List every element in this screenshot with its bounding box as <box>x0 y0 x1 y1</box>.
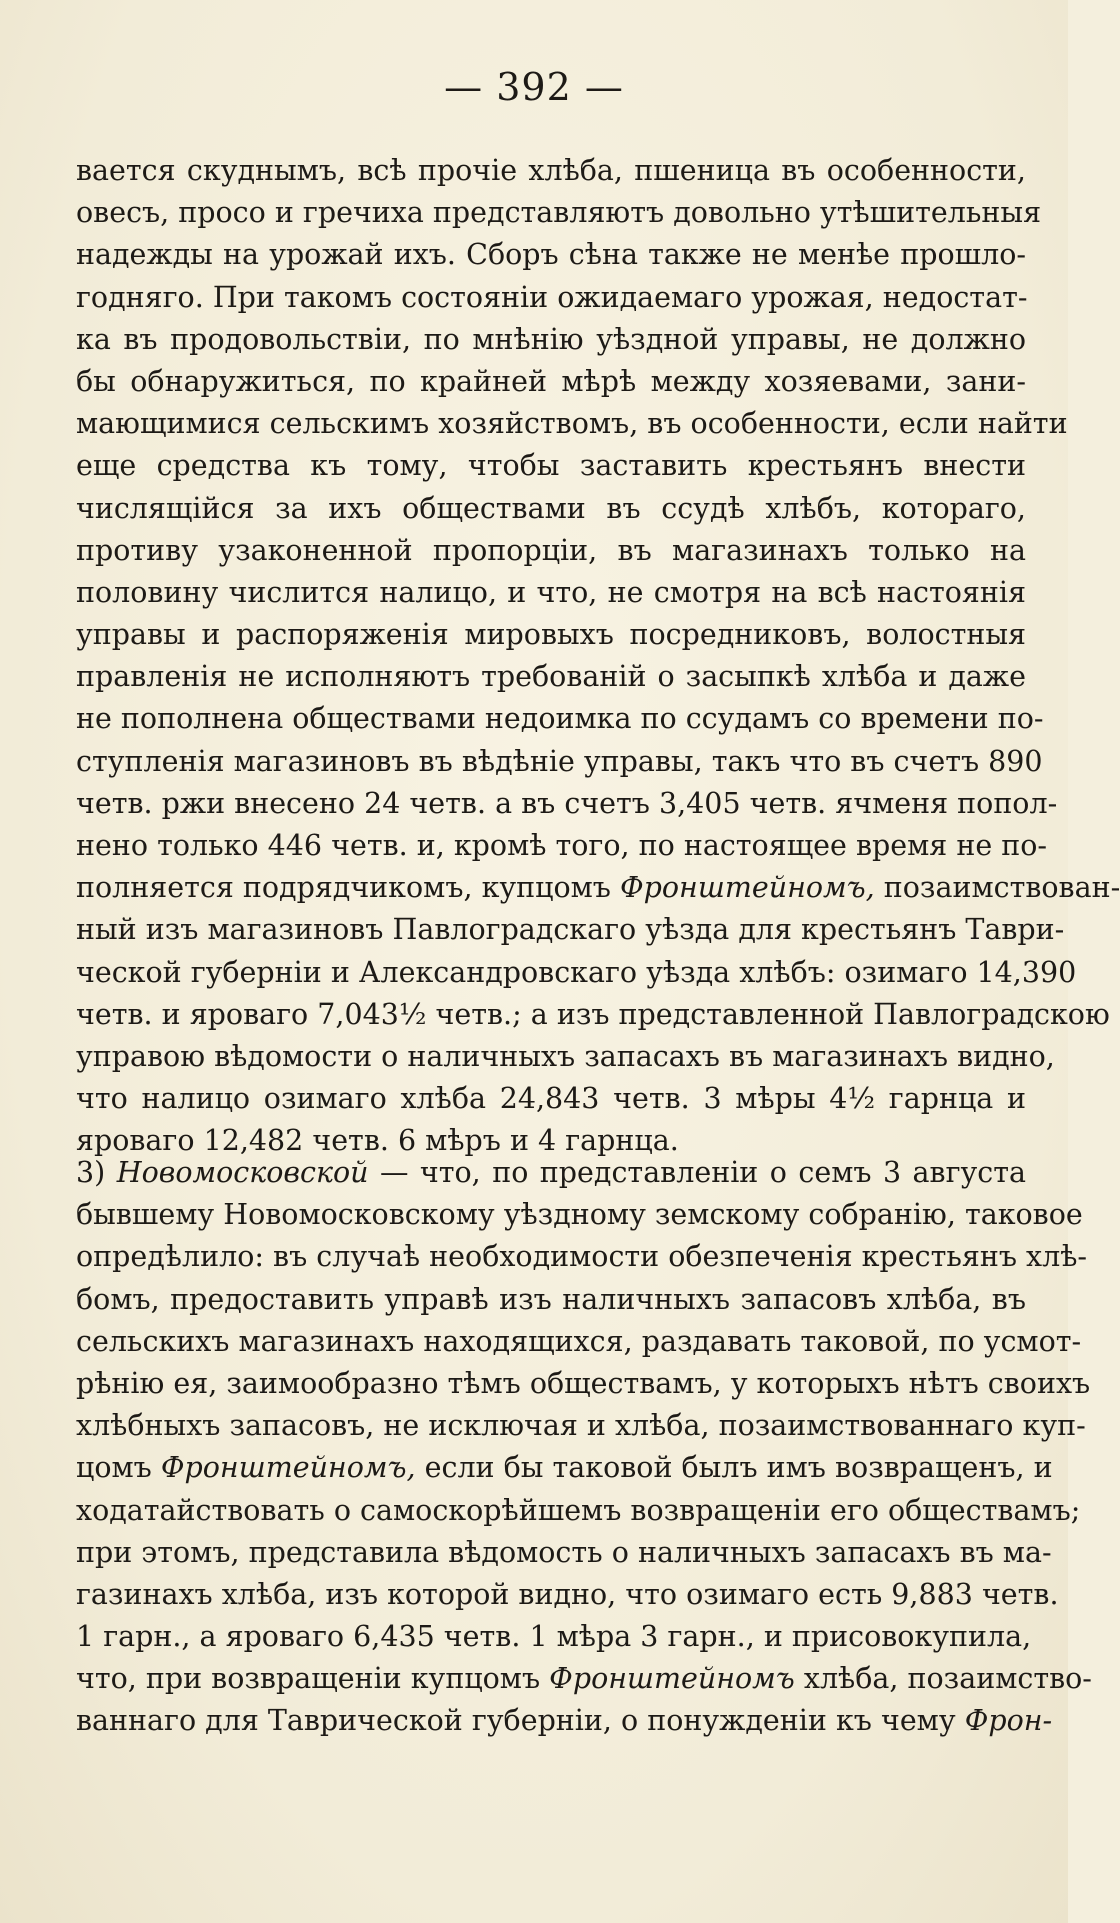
text-line <box>76 1036 1055 1078</box>
text-segment: ный изъ магазиновъ Павлоградскаго уѣзда для крестьянъ Таври- <box>76 913 1065 947</box>
italic-name: Новомосковской <box>116 1156 369 1189</box>
text-segment: при этомъ, представила вѣдомость о наличныхъ запасахъ въ ма- <box>76 1535 1052 1569</box>
text-segment: половину числится налицо, и что, не смотря на всѣ настоянія <box>76 575 1026 609</box>
text-segment: правленія не исполняютъ требованій о засыпкѣ хлѣба и даже <box>76 660 1026 694</box>
text-segment: бы обнаружиться, по крайней мѣрѣ между хозяевами, зани- <box>76 364 1026 398</box>
text-segment: ка въ продовольствіи, по мнѣнію уѣздной управы, не должно <box>76 322 1026 356</box>
text-line <box>76 909 1065 951</box>
italic-name: Фронштейномъ <box>549 1662 795 1696</box>
paragraph-2 <box>76 1152 1092 1743</box>
text-line <box>76 1152 1026 1194</box>
text-segment: мающимися сельскимъ хозяйствомъ, въ особенности, если найти <box>76 407 1068 441</box>
text-segment: что налицо озимаго хлѣба 24,843 четв. 3 мѣры 4½ гарнца и <box>76 1082 1026 1116</box>
text-line <box>76 1236 1088 1278</box>
text-line <box>76 698 1044 740</box>
text-segment: 1 гарн., а яроваго 6,435 четв. 1 мѣра 3 гарн., и присовокупила, <box>76 1620 1032 1654</box>
text-segment: четв. и яроваго 7,043½ четв.; а изъ представленной Павлоградскою <box>76 997 1110 1031</box>
text-segment: вается скуднымъ, всѣ прочіе хлѣба, пшеница въ особенности, <box>76 154 1026 187</box>
text-line <box>76 1194 1083 1236</box>
text-line <box>76 656 1026 698</box>
text-line <box>76 445 1026 487</box>
paragraph-1 <box>76 150 1120 1163</box>
text-line <box>76 614 1026 656</box>
text-segment: управою вѣдомости о наличныхъ запасахъ въ магазинахъ видно, <box>76 1039 1055 1073</box>
text-line <box>76 867 1120 909</box>
text-line <box>76 1658 1092 1700</box>
text-segment: не пополнена обществами недоимка по ссудамъ со времени по- <box>76 702 1044 736</box>
text-line <box>76 403 1068 445</box>
text-segment: ваннаго для Таврической губерніи, о понужденіи къ чему <box>76 1704 965 1738</box>
text-line <box>76 530 1026 572</box>
text-line <box>76 277 1026 319</box>
text-line <box>76 952 1077 994</box>
text-segment: хлѣбныхъ запасовъ, не исключая и хлѣба, позаимствованнаго куп- <box>76 1409 1086 1443</box>
text-line <box>76 1490 1081 1532</box>
text-segment: овесъ, просо и гречиха представляютъ довольно утѣшительныя <box>76 196 1042 230</box>
text-line <box>76 1078 1026 1120</box>
page-number: — 392 — <box>444 65 624 109</box>
text-segment: ходатайствовать о самоскорѣйшемъ возвращеніи его обществамъ; <box>76 1493 1081 1527</box>
text-segment: рѣнію ея, заимообразно тѣмъ обществамъ, у которыхъ нѣтъ своихъ <box>76 1366 1091 1400</box>
text-line <box>76 1321 1082 1363</box>
text-line <box>76 150 1026 192</box>
text-segment: ческой губерніи и Александровскаго уѣзда хлѣбъ: озимаго 14,390 <box>76 955 1077 989</box>
text-line <box>76 1700 1053 1742</box>
text-line <box>76 319 1026 361</box>
text-line <box>76 783 1058 825</box>
text-line <box>76 1532 1052 1574</box>
text-segment: 3) <box>76 1156 117 1189</box>
text-segment: числящійся за ихъ обществами въ ссудѣ хлѣбъ, котораго, <box>76 491 1026 525</box>
italic-name: Фронштейномъ, <box>620 871 875 905</box>
text-segment: хлѣба, позаимство- <box>794 1662 1092 1696</box>
text-line <box>76 1405 1086 1447</box>
text-line <box>76 741 1043 783</box>
italic-name: Фрон- <box>964 1704 1053 1738</box>
text-segment: опредѣлило: въ случаѣ необходимости обезпеченія крестьянъ хлѣ- <box>76 1240 1088 1274</box>
text-segment: еще средства къ тому, чтобы заставить крестьянъ внести <box>76 449 1026 483</box>
text-line <box>76 825 1048 867</box>
text-segment: управы и распоряженія мировыхъ посредниковъ, волостныя <box>76 618 1026 652</box>
text-segment: газинахъ хлѣба, изъ которой видно, что озимаго есть 9,883 четв. <box>76 1577 1059 1611</box>
italic-name: Фронштейномъ, <box>160 1451 416 1485</box>
text-segment: бывшему Новомосковскому уѣздному земскому собранію, таковое <box>76 1198 1083 1232</box>
text-segment: что, при возвращеніи купцомъ <box>76 1662 550 1696</box>
text-line <box>76 488 1026 530</box>
text-segment: годняго. При такомъ состояніи ожидаемаго урожая, недостат- <box>76 280 1028 314</box>
text-line <box>76 361 1026 403</box>
text-segment: нено только 446 четв. и, кромѣ того, по настоящее время не по- <box>76 829 1048 862</box>
text-segment: противу узаконенной пропорціи, въ магазинахъ только на <box>76 533 1026 567</box>
text-line <box>76 1574 1059 1616</box>
text-segment: четв. ржи внесено 24 четв. а въ счетъ 3,405 четв. ячменя попол- <box>76 786 1058 820</box>
text-segment: надежды на урожай ихъ. Сборъ сѣна также не менѣе прошло- <box>76 238 1026 272</box>
text-line <box>76 192 1042 234</box>
text-line <box>76 234 1026 276</box>
text-line <box>76 1447 1053 1489</box>
text-segment: ступленія магазиновъ въ вѣдѣніе управы, такъ что въ счетъ 890 <box>76 744 1043 778</box>
text-segment: полняется подрядчикомъ, купцомъ <box>76 871 620 905</box>
text-segment: сельскихъ магазинахъ находящихся, раздавать таковой, по усмот- <box>76 1324 1082 1358</box>
text-line <box>76 1616 1032 1658</box>
text-segment: — что, по представленіи о семъ 3 августа <box>368 1156 1027 1189</box>
text-segment: яроваго 12,482 четв. 6 мѣръ и 4 гарнца. <box>76 1124 679 1158</box>
text-segment: если бы таковой былъ имъ возвращенъ, и <box>415 1451 1053 1485</box>
text-line <box>76 1363 1091 1405</box>
text-line <box>76 994 1110 1036</box>
text-segment: цомъ <box>76 1451 161 1485</box>
text-segment: позаимствован- <box>874 871 1120 905</box>
text-line <box>76 1279 1026 1321</box>
text-line <box>76 572 1026 614</box>
text-segment: бомъ, предоставить управѣ изъ наличныхъ запасовъ хлѣба, въ <box>76 1282 1026 1316</box>
